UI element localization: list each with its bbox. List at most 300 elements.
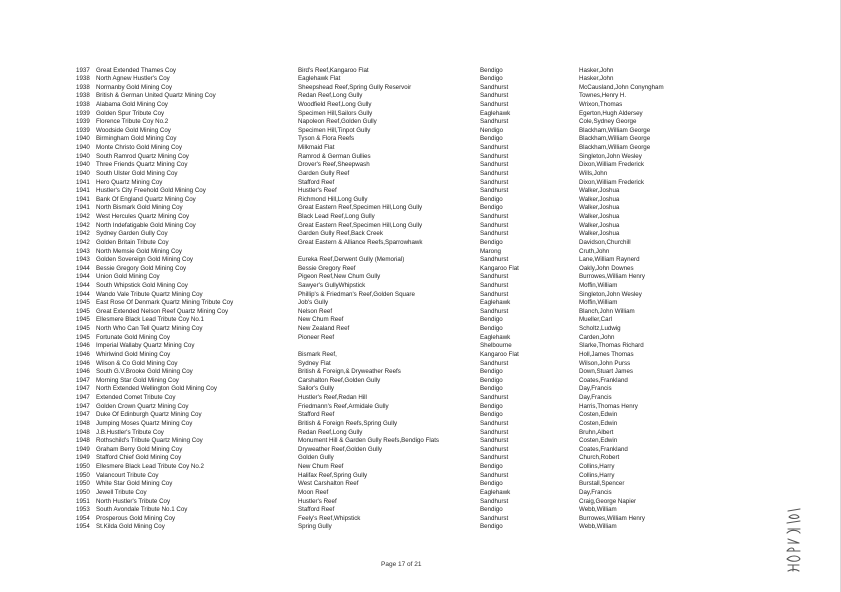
table-row (0, 498, 841, 507)
table-row (0, 368, 841, 377)
row-town: Bendigo (480, 204, 503, 212)
row-location: Phillip's & Friedman's Reef,Golden Square (298, 290, 415, 298)
row-person: Collins,Harry (579, 471, 615, 479)
row-company-name: Alabama Gold Mining Coy (96, 100, 168, 108)
row-company-name: Birmingham Gold Mining Coy (96, 135, 177, 143)
row-person: Day,Francis (579, 394, 612, 402)
row-location: Sailor's Gully (298, 385, 334, 393)
row-company-name: Whirlwind Gold Mining Coy (96, 350, 171, 358)
row-location: Eureka Reef,Derwent Gully (Memorial) (298, 256, 405, 264)
row-location: Pigeon Reef,New Chum Gully (298, 273, 381, 281)
page-number: Page 17 of 21 (381, 561, 422, 568)
row-year: 1941 (76, 195, 90, 203)
row-year: 1944 (76, 264, 90, 272)
row-town: Eaglehawk (480, 488, 511, 496)
row-company-name: Bessie Gregory Gold Mining Coy (96, 264, 187, 272)
row-person: Cruth,John (579, 247, 610, 255)
row-town: Bendigo (480, 463, 503, 471)
row-year: 1942 (76, 221, 90, 229)
row-person: Walker,Joshua (579, 221, 620, 229)
row-location: Carshalton Reef,Golden Gully (298, 376, 381, 384)
row-location: Pioneer Reef (298, 333, 335, 341)
row-company-name: East Rose Of Denmark Quartz Mining Tribute Coy (96, 299, 234, 307)
row-location: Milkmaid Flat (298, 144, 335, 152)
row-year: 1940 (76, 144, 90, 152)
row-company-name: Great Extended Thames Coy (96, 66, 177, 74)
row-town: Bendigo (480, 411, 503, 419)
row-person: Singleton,John Wesley (579, 290, 642, 298)
row-town: Sandhurst (480, 282, 509, 289)
row-year: 1954 (76, 514, 90, 522)
row-person: Church,Robert (579, 454, 620, 462)
row-year: 1938 (76, 100, 90, 108)
row-location: Hustler's Reef,Redan Hill (298, 394, 367, 402)
row-year: 1941 (76, 178, 90, 186)
row-location: Monument Hill & Garden Gully Reefs,Bendigo Flats (298, 437, 440, 445)
table-row (0, 161, 841, 170)
row-town: Bendigo (480, 135, 503, 143)
table-row (0, 316, 841, 325)
row-person: Burrowes,William Henry (579, 273, 646, 281)
row-town: Sandhurst (480, 514, 509, 522)
row-company-name: White Star Gold Mining Coy (96, 480, 173, 488)
table-row (0, 291, 841, 300)
row-person: Bruhn,Albert (579, 428, 614, 436)
row-person: Walker,Joshua (579, 213, 620, 221)
table-row (0, 75, 841, 84)
row-town: Sandhurst (480, 92, 509, 100)
row-location: Nelson Reef (298, 307, 333, 315)
row-year: 1939 (76, 118, 90, 126)
row-year: 1942 (76, 213, 90, 221)
row-company-name: Ellesmere Black Lead Tribute Coy No.1 (96, 316, 204, 324)
row-location: Great Eastern Reef,Specimen Hill,Long Gully (298, 221, 423, 229)
row-location: Ramrod & German Gullies (298, 152, 371, 160)
row-location: Drover's Reef,Sheepwash (298, 161, 370, 169)
table-row (0, 360, 841, 369)
table-row (0, 385, 841, 394)
table-row (0, 282, 841, 291)
row-year: 1942 (76, 230, 90, 238)
row-town: Sandhurst (480, 144, 509, 152)
row-town: Sandhurst (480, 445, 509, 453)
row-person: Mueller,Carl (579, 316, 613, 324)
row-company-name: North Hustler's Tribute Coy (96, 497, 171, 505)
row-person: Coates,Frankland (579, 445, 628, 453)
row-location: Halifax Reef,Spring Gully (298, 471, 368, 479)
row-town: Sandhurst (480, 454, 509, 462)
row-location: Eaglehawk Flat (298, 75, 341, 83)
row-company-name: Wilson & Co Gold Mining Coy (96, 359, 178, 367)
row-location: British & Foreign,& Dryweather Reefs (298, 368, 401, 376)
row-company-name: J.B.Hustler's Tribute Coy (96, 428, 164, 436)
row-location: New Chum Reef (298, 463, 344, 471)
row-year: 1938 (76, 92, 90, 100)
row-town: Sandhurst (480, 230, 509, 238)
row-town: Sandhurst (480, 83, 509, 91)
row-company-name: Wando Vale Tribute Quartz Mining Coy (96, 290, 203, 298)
row-year: 1950 (76, 480, 90, 488)
row-town: Sandhurst (480, 221, 509, 229)
row-company-name: Stafford Chief Gold Mining Coy (96, 454, 182, 462)
row-person: Walker,Joshua (579, 230, 620, 238)
row-year: 1940 (76, 169, 90, 177)
row-company-name: Morning Star Gold Mining Coy (96, 376, 179, 384)
row-location: Spring Gully (298, 523, 332, 531)
table-row (0, 222, 841, 231)
row-town: Eaglehawk (480, 109, 511, 117)
row-town: Eaglehawk (480, 333, 511, 341)
row-town: Kangaroo Flat (480, 264, 519, 272)
row-town: Sandhurst (480, 290, 509, 298)
row-person: Dixon,William Frederick (579, 178, 644, 186)
row-town: Bendigo (480, 238, 503, 246)
row-location: New Chum Reef (298, 316, 344, 324)
row-location: Sawyer's GullyWhipstick (298, 282, 366, 289)
row-company-name: North Memsie Gold Mining Coy (96, 247, 182, 255)
row-person: Hasker,John (579, 75, 614, 83)
row-year: 1945 (76, 333, 90, 341)
row-town: Marong (480, 247, 501, 255)
table-row (0, 127, 841, 136)
row-person: Egerton,Hugh Aldersey (579, 109, 643, 117)
row-company-name: British & German United Quartz Mining Coy (96, 92, 216, 100)
row-year: 1948 (76, 419, 90, 427)
row-company-name: Duke Of Edinburgh Quartz Mining Coy (96, 411, 202, 419)
row-person: Coates,Frankland (579, 376, 628, 384)
row-year: 1951 (76, 497, 90, 505)
row-person: Wrixon,Thomas (579, 100, 623, 108)
table-row (0, 153, 841, 162)
row-location: Tyson & Flora Reefs (298, 135, 355, 143)
row-person: Lane,William Raynerd (579, 256, 640, 264)
table-row (0, 67, 841, 76)
row-company-name: Hustler's City Freehold Gold Mining Coy (96, 187, 206, 195)
row-person: Webb,William (579, 523, 617, 531)
row-town: Nendigo (480, 126, 504, 134)
row-year: 1947 (76, 402, 90, 410)
row-person: Slarke,Thomas Richard (579, 342, 644, 350)
row-year: 1950 (76, 488, 90, 496)
row-town: Bendigo (480, 368, 503, 376)
table-row (0, 144, 841, 153)
row-year: 1939 (76, 126, 90, 134)
row-town: Bendigo (480, 195, 503, 203)
row-location: Stafford Reef (298, 506, 335, 514)
table-row (0, 446, 841, 455)
row-town: Bendigo (480, 402, 503, 410)
row-year: 1950 (76, 471, 90, 479)
row-year: 1946 (76, 350, 90, 358)
row-company-name: Golden Britain Tribute Coy (96, 238, 169, 246)
row-location: Black Lead Reef,Long Gully (298, 213, 375, 221)
row-location: Bird's Reef,Kangaroo Flat (298, 66, 369, 74)
row-year: 1940 (76, 152, 90, 160)
table-row (0, 248, 841, 257)
row-location: Moon Reef (298, 488, 329, 496)
table-row (0, 506, 841, 515)
row-year: 1938 (76, 75, 90, 83)
row-year: 1946 (76, 359, 90, 367)
row-person: Wills,John (579, 169, 608, 177)
row-person: Townes,Henry H. (579, 92, 627, 100)
row-year: 1949 (76, 445, 90, 453)
table-row (0, 523, 841, 532)
row-company-name: South Whipstick Gold Mining Coy (96, 282, 188, 289)
table-row (0, 135, 841, 144)
row-company-name: Prosperous Gold Mining Coy (96, 514, 176, 522)
row-company-name: North Extended Wellington Gold Mining Coy (96, 385, 217, 393)
row-location: Specimen Hill,Tinpot Gully (298, 126, 371, 134)
row-person: Blackham,William George (579, 144, 651, 152)
row-town: Bendigo (480, 480, 503, 488)
row-town: Bendigo (480, 75, 503, 83)
row-town: Sandhurst (480, 213, 509, 221)
row-person: Scholtz,Ludwig (579, 325, 621, 333)
row-year: 1940 (76, 135, 90, 143)
row-year: 1953 (76, 506, 90, 514)
table-row (0, 351, 841, 360)
row-company-name: Monte Christo Gold Mining Coy (96, 144, 182, 152)
row-location: Garden Gully Reef,Back Creek (298, 230, 383, 238)
table-row (0, 118, 841, 127)
row-person: Down,Stuart James (579, 368, 633, 376)
row-year: 1943 (76, 247, 90, 255)
row-company-name: Fortunate Gold Mining Coy (96, 333, 170, 341)
row-company-name: Hero Quartz Mining Coy (96, 178, 163, 186)
row-town: Bendigo (480, 376, 503, 384)
row-company-name: Rothschild's Tribute Quartz Mining Coy (96, 437, 203, 445)
table-row (0, 472, 841, 481)
row-year: 1946 (76, 342, 90, 350)
row-person: Moffin,William (579, 282, 618, 289)
row-year: 1938 (76, 83, 90, 91)
table-row (0, 515, 841, 524)
row-year: 1948 (76, 437, 90, 445)
row-person: Day,Francis (579, 488, 612, 496)
row-company-name: Woodside Gold Mining Coy (96, 126, 171, 134)
row-town: Sandhurst (480, 152, 509, 160)
row-person: Burrowes,William Henry (579, 514, 646, 522)
row-location: Dryweather Reef,Golden Gully (298, 445, 382, 453)
table-row (0, 334, 841, 343)
row-person: Walker,Joshua (579, 204, 620, 212)
row-company-name: North Indefatigable Gold Mining Coy (96, 221, 196, 229)
row-location: Woodfield Reef,Long Gully (298, 100, 372, 108)
row-town: Sandhurst (480, 419, 509, 427)
table-row (0, 101, 841, 110)
table-row (0, 230, 841, 239)
table-row (0, 308, 841, 317)
row-person: Walker,Joshua (579, 187, 620, 195)
handwritten-annotation (782, 505, 806, 575)
table-row (0, 325, 841, 334)
row-location: New Zealand Reef (298, 325, 350, 333)
row-company-name: Normanby Gold Mining Coy (96, 83, 172, 91)
row-company-name: Golden Spur Tribute Coy (96, 109, 165, 117)
row-company-name: Florence Tribute Coy No.2 (96, 118, 169, 126)
row-year: 1944 (76, 282, 90, 289)
row-person: Wilson,John Purss (579, 359, 631, 367)
row-town: Sandhurst (480, 437, 509, 445)
row-year: 1941 (76, 204, 90, 212)
table-row (0, 394, 841, 403)
table-row (0, 454, 841, 463)
table-row (0, 265, 841, 274)
row-location: Richmond Hill,Long Gully (298, 195, 368, 203)
table-row (0, 213, 841, 222)
row-location: Redan Reef,Long Gully (298, 92, 363, 100)
row-company-name: St.Kilda Gold Mining Coy (96, 523, 165, 531)
row-location: Feely's Reef,Whipstick (298, 514, 361, 522)
row-person: Walker,Joshua (579, 195, 620, 203)
row-person: Burstall,Spencer (579, 480, 625, 488)
row-company-name: Imperial Wallaby Quartz Mining Coy (96, 342, 195, 350)
row-year: 1945 (76, 325, 90, 333)
table-row (0, 342, 841, 351)
row-town: Bendigo (480, 325, 503, 333)
row-person: Webb,William (579, 506, 617, 514)
row-year: 1947 (76, 394, 90, 402)
row-company-name: North Bismark Gold Mining Coy (96, 204, 183, 212)
row-person: Moffin,William (579, 299, 618, 307)
row-person: Holl,James Thomas (579, 350, 634, 358)
row-location: Redan Reef,Long Gully (298, 428, 363, 436)
table-row (0, 377, 841, 386)
row-town: Sandhurst (480, 100, 509, 108)
row-company-name: Jewell Tribute Coy (96, 488, 147, 496)
row-person: Collins,Harry (579, 463, 615, 471)
row-location: Napoleon Reef,Golden Gully (298, 118, 377, 126)
row-location: Friedmann's Reef,Armidale Gully (298, 402, 389, 410)
table-row (0, 437, 841, 446)
row-year: 1946 (76, 368, 90, 376)
row-year: 1944 (76, 290, 90, 298)
table-row (0, 420, 841, 429)
row-location: Hustler's Reef (298, 187, 337, 195)
row-company-name: West Hercules Quartz Mining Coy (96, 213, 190, 221)
row-company-name: Golden Crown Quartz Mining Coy (96, 402, 189, 410)
row-person: Costen,Edwin (579, 419, 618, 427)
row-year: 1947 (76, 385, 90, 393)
table-row (0, 489, 841, 498)
row-town: Sandhurst (480, 428, 509, 436)
row-company-name: Valancourt Tribute Coy (96, 471, 159, 479)
table-row (0, 239, 841, 248)
row-person: Harris,Thomas Henry (579, 402, 638, 410)
row-year: 1943 (76, 256, 90, 264)
row-person: Blackham,William George (579, 135, 651, 143)
row-company-name: South Avondale Tribute No.1 Coy (96, 506, 188, 514)
row-town: Sandhurst (480, 497, 509, 505)
table-row (0, 480, 841, 489)
row-location: Sydney Flat (298, 359, 331, 367)
row-location: Bismark Reef, (298, 350, 337, 358)
row-year: 1937 (76, 66, 90, 74)
table-row (0, 204, 841, 213)
row-company-name: South Ramrod Quartz Mining Coy (96, 152, 189, 160)
row-town: Sandhurst (480, 394, 509, 402)
row-company-name: Extended Comet Tribute Coy (96, 394, 176, 402)
row-year: 1944 (76, 273, 90, 281)
row-year: 1945 (76, 307, 90, 315)
row-person: Blanch,John William (579, 307, 635, 315)
row-town: Sandhurst (480, 161, 509, 169)
row-town: Bendigo (480, 66, 503, 74)
row-year: 1947 (76, 411, 90, 419)
row-company-name: Graham Berry Gold Mining Coy (96, 445, 183, 453)
row-location: Specimen Hill,Sailors Gully (298, 109, 373, 117)
row-year: 1939 (76, 109, 90, 117)
row-town: Sandhurst (480, 359, 509, 367)
row-location: Stafford Reef (298, 178, 335, 186)
row-location: Sheepshead Reef,Spring Gully Reservoir (298, 83, 412, 91)
table-row (0, 429, 841, 438)
row-location: Great Eastern Reef,Specimen Hill,Long Gully (298, 204, 423, 212)
row-company-name: North Agnew Hustler's Coy (96, 75, 170, 83)
row-town: Sandhurst (480, 178, 509, 186)
row-company-name: Golden Sovereign Gold Mining Coy (96, 256, 193, 264)
row-location: Golden Gully (298, 454, 334, 462)
row-company-name: Bank Of England Quartz Mining Coy (96, 195, 196, 203)
row-person: Cole,Sydney George (579, 118, 637, 126)
table-row (0, 84, 841, 93)
table-row (0, 187, 841, 196)
row-town: Sandhurst (480, 256, 509, 264)
row-person: Dixon,William Frederick (579, 161, 644, 169)
row-year: 1941 (76, 187, 90, 195)
row-year: 1945 (76, 299, 90, 307)
row-company-name: Three Friends Quartz Mining Coy (96, 161, 188, 169)
row-location: Bessie Gregory Reef (298, 264, 356, 272)
row-location: Job's Gully (298, 299, 329, 307)
row-year: 1942 (76, 238, 90, 246)
row-person: Craig,George Napier (579, 497, 637, 505)
table-row (0, 256, 841, 265)
row-company-name: Great Extended Nelson Reef Quartz Mining Coy (96, 307, 229, 315)
table-row (0, 463, 841, 472)
row-year: 1949 (76, 454, 90, 462)
table-row (0, 403, 841, 412)
table-row (0, 196, 841, 205)
row-company-name: Union Gold Mining Coy (96, 273, 160, 281)
row-town: Bendigo (480, 316, 503, 324)
row-location: Stafford Reef (298, 411, 335, 419)
row-town: Bendigo (480, 506, 503, 514)
table-row (0, 92, 841, 101)
row-company-name: Sydney Garden Gully Coy (96, 230, 168, 238)
row-person: Carden,John (579, 333, 615, 341)
table-row (0, 179, 841, 188)
row-company-name: Ellesmere Black Lead Tribute Coy No.2 (96, 463, 204, 471)
row-person: Costen,Edwin (579, 411, 618, 419)
row-location: West Carshalton Reef (298, 480, 359, 488)
row-town: Sandhurst (480, 273, 509, 281)
row-year: 1948 (76, 428, 90, 436)
row-town: Sandhurst (480, 118, 509, 126)
row-person: Hasker,John (579, 66, 614, 74)
row-town: Sandhurst (480, 187, 509, 195)
row-location: British & Foreign Reefs,Spring Gully (298, 419, 398, 427)
row-location: Hustler's Reef (298, 497, 337, 505)
row-town: Bendigo (480, 385, 503, 393)
row-year: 1950 (76, 463, 90, 471)
row-town: Sandhurst (480, 169, 509, 177)
row-year: 1940 (76, 161, 90, 169)
row-location: Garden Gully Reef (298, 169, 350, 177)
row-person: Blackham,William George (579, 126, 651, 134)
row-location: Great Eastern & Alliance Reefs,Sparrowhawk (298, 238, 423, 246)
